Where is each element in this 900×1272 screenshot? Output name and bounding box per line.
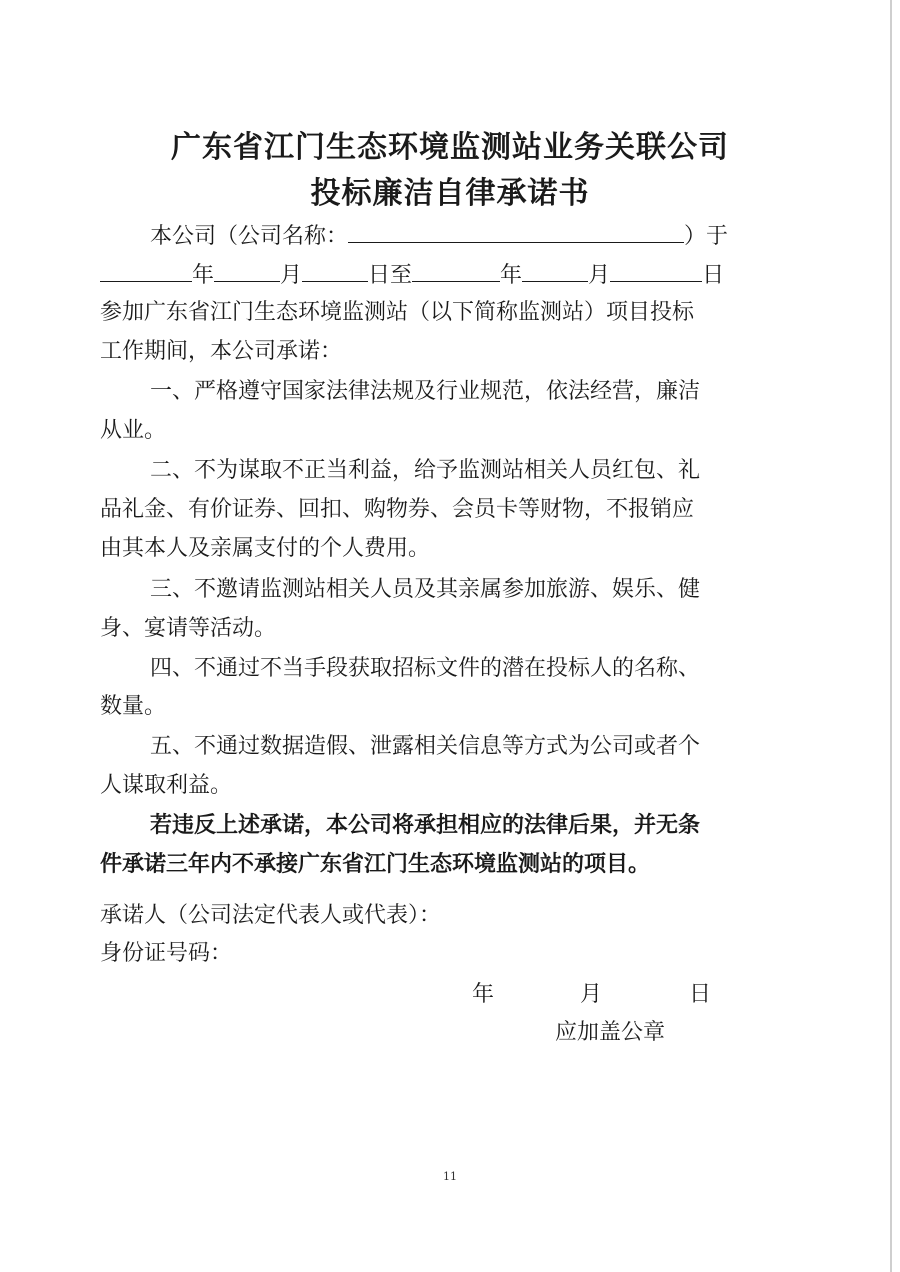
clause-3-line1: 三、不邀请监测站相关人员及其亲属参加旅游、娱乐、健 bbox=[150, 577, 701, 602]
document-title-line2: 投标廉洁自律承诺书 bbox=[310, 176, 590, 211]
intro-line3: 参加广东省江门生态环境监测站（以下简称监测站）项目投标 bbox=[100, 300, 695, 325]
sign-year-label: 年 bbox=[472, 982, 495, 1007]
start-year-label: 年 bbox=[192, 263, 215, 288]
clause-3-line2: 身、宴请等活动。 bbox=[100, 616, 277, 641]
clause-2-line3: 由其本人及亲属支付的个人费用。 bbox=[100, 536, 431, 561]
document-title-line1: 广东省江门生态环境监测站业务关联公司 bbox=[171, 130, 729, 165]
start-day-to-label: 日至 bbox=[368, 263, 413, 288]
end-day-label: 日 bbox=[702, 263, 725, 288]
clause-5-line1: 五、不通过数据造假、泄露相关信息等方式为公司或者个 bbox=[150, 734, 701, 759]
end-year-label: 年 bbox=[500, 263, 523, 288]
page-number: 11 bbox=[443, 1170, 457, 1183]
promisor-label: 承诺人（公司法定代表人或代表）： bbox=[100, 903, 442, 928]
clause-1-line2: 从业。 bbox=[100, 418, 167, 443]
start-month-label: 月 bbox=[280, 263, 303, 288]
clause-1-line1: 一、严格遵守国家法律法规及行业规范，依法经营，廉洁 bbox=[150, 379, 701, 404]
seal-note: 应加盖公章 bbox=[555, 1020, 666, 1045]
clause-4-line1: 四、不通过不当手段获取招标文件的潜在投标人的名称、 bbox=[150, 656, 701, 681]
end-month-label: 月 bbox=[588, 263, 611, 288]
intro-line4: 工作期间，本公司承诺： bbox=[100, 339, 343, 364]
clause-2-line1: 二、不为谋取不正当利益，给予监测站相关人员红包、礼 bbox=[150, 458, 701, 483]
end-month-blank bbox=[522, 259, 588, 282]
start-month-blank bbox=[214, 259, 280, 282]
end-year-blank bbox=[412, 259, 500, 282]
intro-line-company bbox=[150, 220, 760, 252]
company-name-blank bbox=[348, 220, 684, 243]
warning-line2: 件承诺三年内不承接广东省江门生态环境监测站的项目。 bbox=[100, 852, 651, 877]
clause-5-line2: 人谋取利益。 bbox=[100, 773, 233, 798]
end-day-blank bbox=[610, 259, 702, 282]
intro-prefix: 本公司（公司名称： bbox=[150, 224, 349, 249]
sign-month-label: 月 bbox=[580, 982, 603, 1007]
clause-4-line2: 数量。 bbox=[100, 694, 167, 719]
warning-line1: 若违反上述承诺，本公司将承担相应的法律后果，并无条 bbox=[150, 813, 701, 838]
sign-day-label: 日 bbox=[689, 982, 712, 1007]
clause-2-line2: 品礼金、有价证券、回扣、购物券、会员卡等财物，不报销应 bbox=[100, 497, 695, 522]
start-year-blank bbox=[100, 259, 192, 282]
intro-suffix: ）于 bbox=[684, 224, 729, 249]
id-number-label: 身份证号码： bbox=[100, 941, 233, 966]
intro-line-dates bbox=[100, 259, 760, 291]
start-day-blank bbox=[302, 259, 368, 282]
